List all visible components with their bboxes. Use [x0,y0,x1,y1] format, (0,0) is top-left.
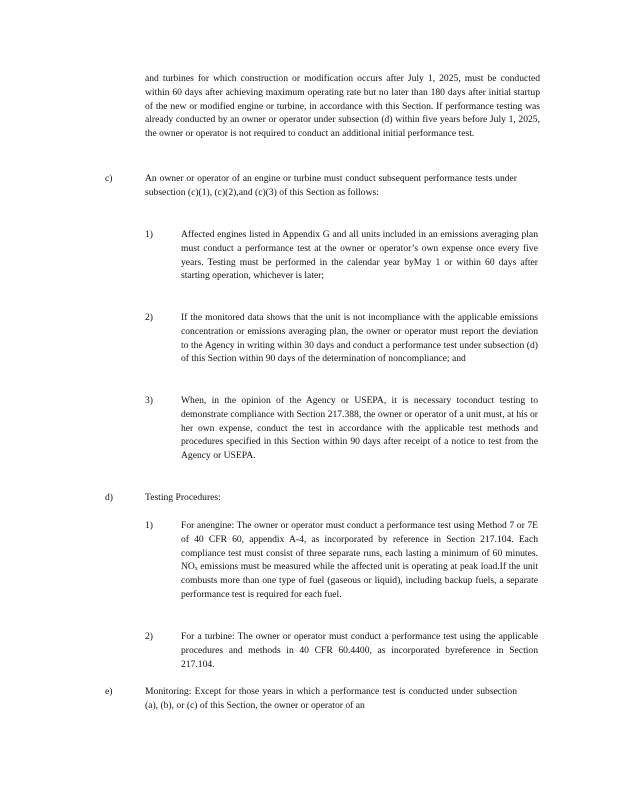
section-e-text: Monitoring: Except for those years in which a performance test is conducted under subsection (a), (b), or (c) of this Section, the owner or operator of an [145,686,517,711]
section-d-text: Testing Procedures: [145,492,221,503]
section-d-1-label: 1) [145,520,153,531]
section-d-2-text: For a turbine: The owner or operator must conduct a performance test using the applicable procedures and methods in 40 CFR 60.4400, as incorporated byreference in Section 217.104. [181,631,538,670]
section-e-label: e) [105,686,113,697]
section-c-1-text: Affected engines listed in Appendix G and all units included in an emissions averaging plan must conduct a performance test at the owner or operator’s own expense once every five years. Testing must be performed in the calendar year byMay 1 or within 60 days after starting operation, whichever is later; [181,229,538,282]
section-c-1-label: 1) [145,229,153,240]
section-d-2-label: 2) [145,631,153,642]
section-d-1-text: For anengine: The owner or operator must conduct a performance test using Method 7 or 7E of 40 CFR 60, appendix A-4, as incorporated by reference in Section 217.104. Each compliance test must consist of three separate runs, each lasting a minimum of 60 minutes. NOₓ emissions must be measured while the affected unit is operating at peak load.If the unit combusts more than one type of fuel (gaseous or liquid), including backup fuels, a separate performance test is required for each fuel. [181,520,538,600]
continued-paragraph: and turbines for which construction or modification occurs after July 1, 2025, must be conducted within 60 days after achieving maximum operating rate but no later than 180 days after initial startup of the new or modified engine or turbine, in accordance with this Section. If performance testing was already conducted by an owner or operator under subsection (d) within five years before July 1, 2025, the owner or operator is not required to conduct an additional initial performance test. [145,73,540,140]
section-c-3-label: 3) [145,395,153,406]
section-c-2-text: If the monitored data shows that the unit is not incompliance with the applicable emissions concentration or emissions averaging plan, the owner or operator must report the deviation to the Agency in writing within 30 days and conduct a performance test under subsection (d) of this Section within 90 days of the determination of noncompliance; and [181,312,538,365]
section-d-label: d) [105,492,113,503]
section-c-text: An owner or operator of an engine or turbine must conduct subsequent performance tests under subsection (c)(1), (c)(2),and (c)(3) of this Section as follows: [145,173,517,198]
section-c-label: c) [105,173,113,184]
section-c-2-label: 2) [145,312,153,323]
section-c-3-text: When, in the opinion of the Agency or USEPA, it is necessary toconduct testing to demonstrate compliance with Section 217.388, the owner or operator of a unit must, at his or her own expense, conduct the test in accordance with the applicable test methods and procedures specified in this Section within 90 days after receipt of a notice to test from the Agency or USEPA. [181,395,538,462]
